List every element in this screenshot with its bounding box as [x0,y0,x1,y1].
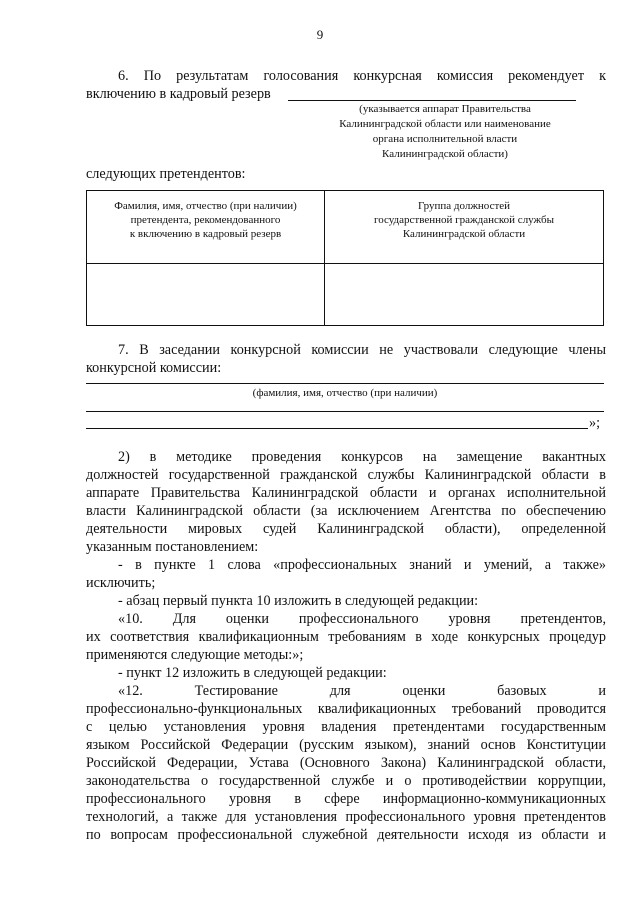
body-line: власти Калининградской области (за исключением Агентства по обеспечению [86,503,606,519]
body-line: 2) в методике проведения конкурсов на замещение вакантных [118,449,606,465]
item6-hint-4: Калининградской области) [382,148,508,160]
reserve-organ-field[interactable] [288,100,576,101]
body-line: применяются следующие методы:»; [86,647,304,663]
position-group-cell[interactable] [325,264,603,326]
body-line: законодательства о государственной службе и о противодействии коррупции, [86,773,606,789]
body-line: по вопросам профессиональной служебной деятельности исходя из области и [86,827,606,843]
col2-header-line2: государственной гражданской службы [374,214,554,226]
item7-hint: (фамилия, имя, отчество (при наличии) [252,387,438,399]
candidate-name-cell[interactable] [87,264,324,326]
item7-line1: 7. В заседании конкурсной комиссии не участвовали следующие члены [118,342,606,358]
body-line: - пункт 12 изложить в следующей редакции: [118,665,387,681]
col1-header-line1: Фамилия, имя, отчество (при наличии) [114,200,297,212]
absent-member-field-2[interactable] [86,411,604,412]
body-line: профессионально-функциональных квалификационных требований проводится [86,701,606,717]
page-number: 9 [316,27,324,42]
body-line: должностей государственной гражданской службы Калининградской области в [86,467,606,483]
item7-line2: конкурсной комиссии: [86,360,222,376]
body-line: исключить; [86,575,156,591]
body-line: аппарате Правительства Калининградской области и органах исполнительной [86,485,606,501]
body-line: их соответствия квалификационным требованиям в ходе конкурсных процедур [86,629,606,645]
body-line: технологий, а также для установления профессионального уровня претендентов [86,809,606,825]
body-line: «10. Для оценки профессионального уровня претендентов, [118,611,606,627]
body-line: языком Российской Федерации (русским языком), знаний основ Конституции [86,737,606,753]
item6-hint-1: (указывается аппарат Правительства [359,103,531,115]
item6-line1: 6. По результатам голосования конкурсная комиссия рекомендует к [118,68,606,84]
col1-header-line3: к включению в кадровый резерв [129,228,282,240]
col1-header-line2: претендента, рекомендованного [130,214,281,226]
body-line: указанным постановлением: [86,539,259,555]
item6-hint-2: Калининградской области или наименование [339,118,551,130]
body-line: деятельности мировых судей Калининградской области), определенной [86,521,606,537]
body-line: - в пункте 1 слова «профессиональных знаний и умений, а также» [118,557,606,573]
col2-header-line1: Группа должностей [417,200,511,212]
absent-member-field-3[interactable] [86,428,588,429]
body-line: Российской Федерации, Устава (Основного Закона) Калининградской области, [86,755,606,771]
col2-header-line3: Калининградской области [402,228,526,240]
item6-hint-3: органа исполнительной власти [372,133,518,145]
candidates-table [86,190,604,326]
body-line: «12. Тестирование для оценки базовых и [118,683,606,699]
item7-end-mark: »; [589,415,601,431]
item6-line3: следующих претендентов: [86,166,246,182]
body-line: профессионального уровня в сфере информационно-коммуникационных [86,791,606,807]
absent-member-field-1[interactable] [86,383,604,384]
item6-line2: включению в кадровый резерв [86,86,271,102]
body-line: с целью установления уровня владения претендентами государственным [86,719,606,735]
body-line: - абзац первый пункта 10 изложить в следующей редакции: [118,593,479,609]
